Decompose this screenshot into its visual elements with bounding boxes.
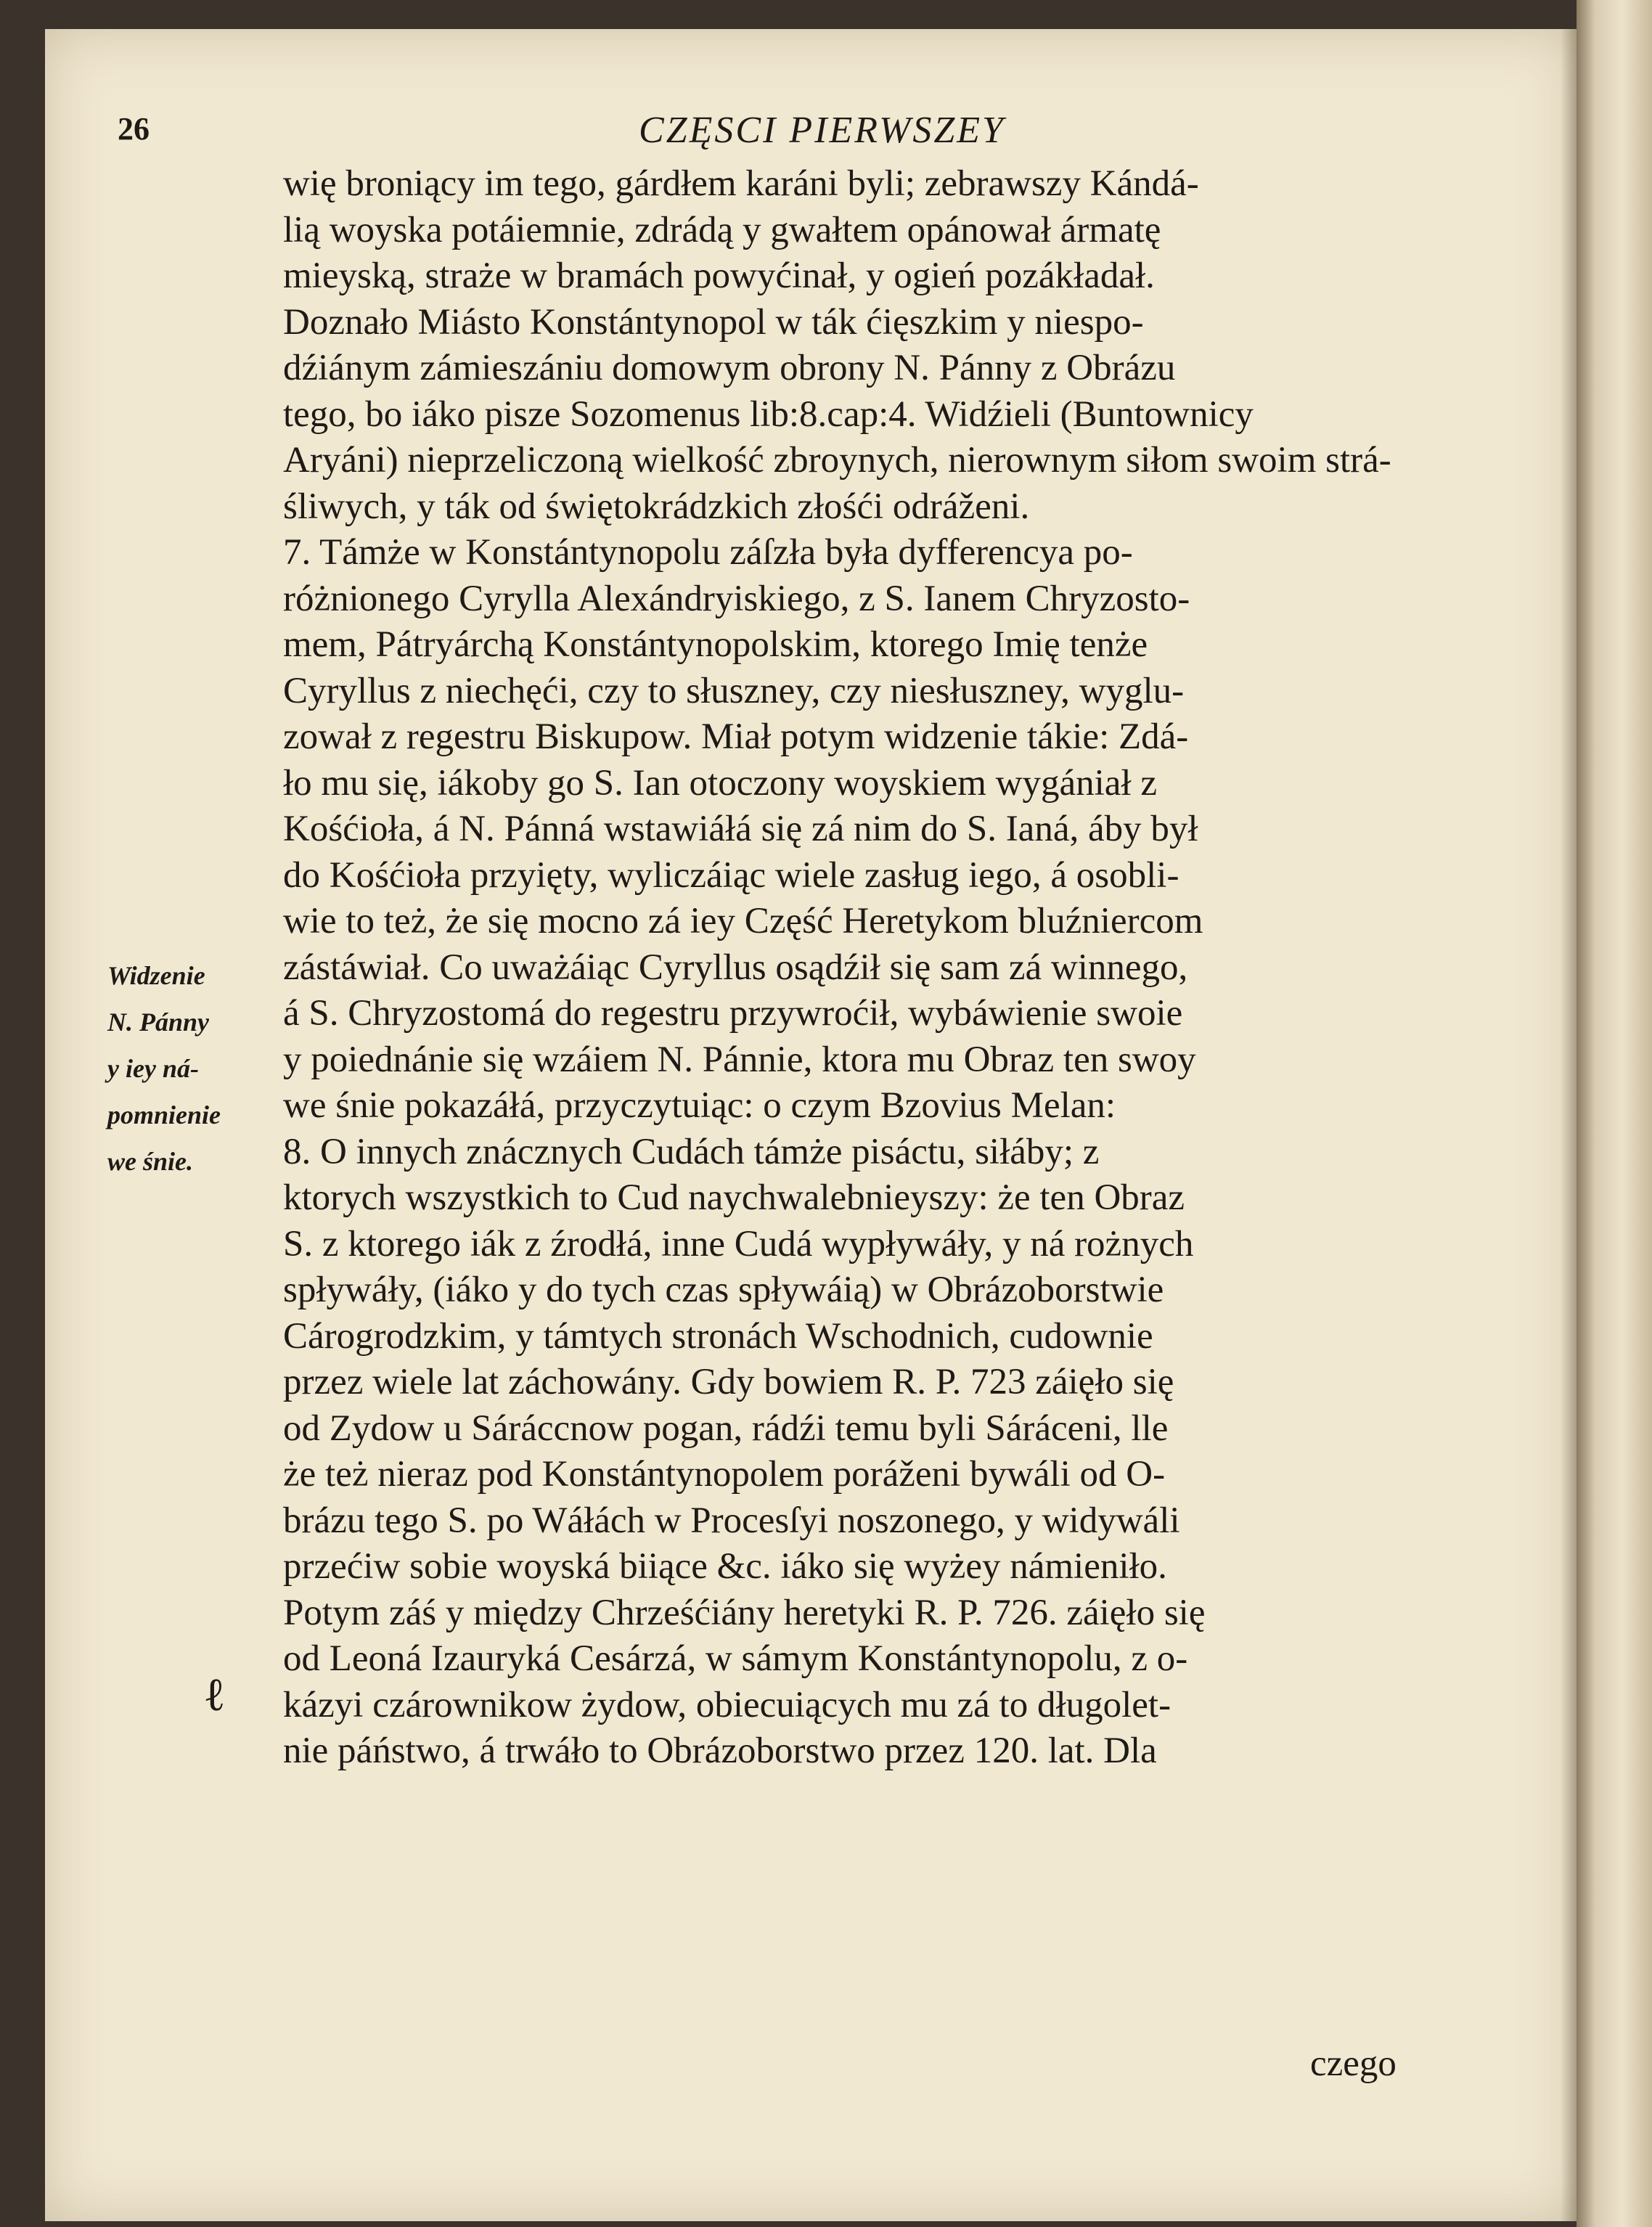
text-line: Cyryllus z niechęći, czy to słuszney, czy niesłuszney, wyglu- <box>283 670 1185 711</box>
text-line: Cárogrodzkim, y támtych stronách Wschodnich, cudownie <box>283 1315 1153 1357</box>
text-line: 7. Támże w Konstántynopolu záſzła była dyfferencya po- <box>283 532 1133 573</box>
text-line: wie to też, że się mocno zá iey Część Heretykom bluźniercom <box>283 901 1203 941</box>
text-line: mieyską, straże w bramách powyćinał, y ogień pozákładał. <box>283 256 1155 296</box>
text-line: á S. Chryzostomá do regestru przywroćił, wybáwienie swoie <box>283 993 1183 1034</box>
text-line: przez wiele lat záchowány. Gdy bowiem R. P. 723 záięło się <box>283 1362 1174 1402</box>
margin-note-line: N. Pánny <box>107 1008 210 1037</box>
text-line: zástáwiał. Co uważáiąc Cyryllus osądźił się sam zá winnego, <box>283 947 1188 988</box>
book-gutter <box>1577 0 1652 2227</box>
text-line: Doznało Miásto Konstántynopol w ták ćięszkim y niespo- <box>283 301 1144 343</box>
text-line: wię broniący im tego, gárdłem karáni byli; zebrawszy Kándá- <box>283 163 1199 204</box>
text-line: we śnie pokazáłá, przyczytuiąc: o czym Bzovius Melan: <box>283 1085 1116 1126</box>
margin-note-line: we śnie. <box>107 1147 194 1176</box>
text-line: że też nieraz pod Konstántynopolem poráženi bywáli od O- <box>283 1454 1166 1495</box>
margin-note-line: Widzenie <box>107 961 205 990</box>
text-line: spływáły, (iáko y do tych czas spływáią) w Obrázoborstwie <box>283 1270 1164 1310</box>
margin-note-line: pomnienie <box>107 1100 221 1129</box>
text-line: 8. O innych znácznych Cudách támże pisáctu, siłáby; z <box>283 1131 1100 1172</box>
text-line: ktorych wszystkich to Cud naychwalebnieyszy: że ten Obraz <box>283 1177 1185 1218</box>
text-line: zował z regestru Biskupow. Miał potym widzenie tákie: Zdá- <box>283 716 1189 757</box>
text-line: Kośćioła, á N. Pánná wstawiáłá się zá nim do S. Ianá, áby był <box>283 809 1198 849</box>
text-line: różnionego Cyrylla Alexándryiskiego, z S. Ianem Chryzosto- <box>283 578 1190 619</box>
text-line: Potym záś y między Chrześćiány heretyki R. P. 726. záięło się <box>283 1592 1206 1633</box>
body-text <box>283 161 1502 1775</box>
text-line: Aryáni) nieprzeliczoną wielkość zbroynych, nierownym siłom swoim strá- <box>283 440 1391 481</box>
text-line: lią woyska potáiemnie, zdrádą y gwałtem opánował ármatę <box>283 209 1161 250</box>
margin-mark: ℓ <box>203 1669 226 1720</box>
text-line: brázu tego S. po Wáłách w Procesſyi noszonego, y widywáli <box>283 1500 1180 1541</box>
text-line: od Leoná Izauryká Cesárzá, w sámym Konstántynopolu, z o- <box>283 1638 1188 1679</box>
page-number: 26 <box>118 111 150 147</box>
text-line: przećiw sobie woyská biiące &c. iáko się wyżey námieniło. <box>283 1546 1167 1587</box>
text-line: śliwych, y ták od świętokrádzkich złośći odráženi. <box>283 486 1030 527</box>
gutter-shadow <box>1561 29 1577 2221</box>
text-line: y poiednánie się wzáiem N. Pánnie, ktora mu Obraz ten swoy <box>283 1039 1196 1080</box>
text-line: ło mu się, iákoby go S. Ian otoczony woyskiem wygániał z <box>283 762 1157 804</box>
text-line: tego, bo iáko pisze Sozomenus lib:8.cap:4. Widźieli (Buntownicy <box>283 393 1254 435</box>
margin-note-line: y iey ná- <box>107 1054 199 1083</box>
margin-note <box>107 952 267 1185</box>
text-line: S. z ktorego iák z źrodłá, inne Cudá wypływáły, y ná rożnych <box>283 1223 1194 1264</box>
text-line: dźiánym zámieszániu domowym obrony N. Pánny z Obrázu <box>283 348 1176 388</box>
text-line: nie páństwo, á trwáło to Obrázoborstwo przez 120. lat. Dla <box>283 1730 1157 1771</box>
text-line: kázyi czárownikow żydow, obiecuiących mu zá to długolet- <box>283 1684 1171 1725</box>
text-line: do Kośćioła przyięty, wyliczáiąc wiele zasług iego, á osobli- <box>283 854 1179 896</box>
text-line: od Zydow u Sáráccnow pogan, rádźi temu byli Sáráceni, lle <box>283 1407 1169 1449</box>
catchword: czego <box>1310 2043 1397 2084</box>
text-line: mem, Pátryárchą Konstántynopolskim, ktorego Imię tenże <box>283 624 1148 665</box>
running-head: CZĘSCI PIERWSZEY <box>639 110 1005 151</box>
